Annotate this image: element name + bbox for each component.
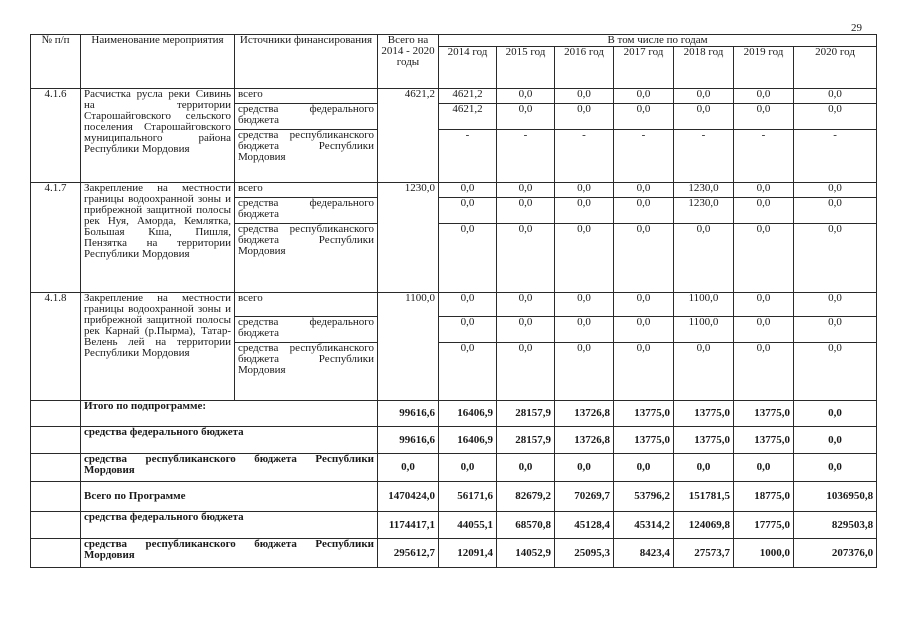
- totals-value: 44055,1: [439, 512, 497, 539]
- cell-value: 0,0: [555, 293, 614, 317]
- totals-value: 82679,2: [497, 482, 555, 512]
- totals-row: [31, 512, 877, 539]
- totals-value: 45128,4: [555, 512, 614, 539]
- source-all: всего: [235, 293, 378, 317]
- source-all: всего: [235, 183, 378, 198]
- totals-value: 13775,0: [614, 427, 674, 454]
- totals-value: 151781,5: [674, 482, 734, 512]
- totals-value: 13775,0: [614, 401, 674, 427]
- totals-total: 1470424,0: [378, 482, 439, 512]
- header-by-years: В том числе по годам: [439, 35, 877, 47]
- totals-row: [31, 539, 877, 568]
- cell-value: 1230,0: [674, 183, 734, 198]
- totals-value: 53796,2: [614, 482, 674, 512]
- totals-label: Всего по Программе: [81, 482, 378, 512]
- totals-value: 56171,6: [439, 482, 497, 512]
- cell-value: 0,0: [614, 343, 674, 401]
- totals-value: 0,0: [794, 401, 877, 427]
- cell-value: 0,0: [497, 104, 555, 130]
- cell-value: 0,0: [497, 317, 555, 343]
- cell-value: 0,0: [734, 317, 794, 343]
- totals-total: 99616,6: [378, 427, 439, 454]
- cell-value: 4621,2: [439, 104, 497, 130]
- totals-label: средства республиканского бюджета Республики Мордовия: [81, 454, 378, 482]
- totals-value: 68570,8: [497, 512, 555, 539]
- totals-value: 17775,0: [734, 512, 794, 539]
- measure-name: Закрепление на местности границы водоохранной зоны и прибрежной защитной полосы рек Нуя, Аморда, Кемлятка, Большая Кша, Пишля, Пензятка на территории Республики Мордовия: [81, 183, 235, 293]
- source-federal: средства федерального бюджета: [235, 317, 378, 343]
- source-republic: средства республиканского бюджета Республики Мордовия: [235, 224, 378, 293]
- totals-value: 0,0: [734, 454, 794, 482]
- totals-value: 0,0: [439, 454, 497, 482]
- cell-value: 1100,0: [674, 317, 734, 343]
- cell-value: -: [794, 130, 877, 183]
- measure-total: 1230,0: [378, 183, 439, 293]
- cell-value: 0,0: [734, 293, 794, 317]
- budget-table: [30, 34, 877, 568]
- source-federal: средства федерального бюджета: [235, 104, 378, 130]
- totals-value: 13775,0: [674, 401, 734, 427]
- cell-value: 0,0: [794, 343, 877, 401]
- totals-value: 124069,8: [674, 512, 734, 539]
- header-year-2014: 2014 год: [439, 47, 497, 89]
- totals-value: 25095,3: [555, 539, 614, 568]
- totals-value: 0,0: [555, 454, 614, 482]
- measure-total: 4621,2: [378, 89, 439, 183]
- cell-value: 0,0: [794, 317, 877, 343]
- cell-value: 1100,0: [674, 293, 734, 317]
- totals-value: 45314,2: [614, 512, 674, 539]
- totals-value: 70269,7: [555, 482, 614, 512]
- totals-value: 207376,0: [794, 539, 877, 568]
- cell-value: -: [674, 130, 734, 183]
- empty-cell: [31, 427, 81, 454]
- measure-num: 4.1.7: [31, 183, 81, 293]
- measure-name: Расчистка русла реки Сивинь на территории Старошайговского сельского поселения Старошайговского муниципального района Республики Мордовия: [81, 89, 235, 183]
- cell-value: 0,0: [734, 89, 794, 104]
- cell-value: 0,0: [794, 224, 877, 293]
- cell-value: 0,0: [614, 183, 674, 198]
- cell-value: 0,0: [614, 198, 674, 224]
- cell-value: 0,0: [555, 183, 614, 198]
- totals-value: 28157,9: [497, 427, 555, 454]
- cell-value: 0,0: [497, 89, 555, 104]
- measure-row-all: [31, 293, 877, 317]
- cell-value: 0,0: [794, 183, 877, 198]
- totals-value: 13775,0: [674, 427, 734, 454]
- totals-total: 99616,6: [378, 401, 439, 427]
- cell-value: 0,0: [497, 224, 555, 293]
- cell-value: 0,0: [555, 343, 614, 401]
- empty-cell: [31, 454, 81, 482]
- source-republic: средства республиканского бюджета Республики Мордовия: [235, 343, 378, 401]
- cell-value: 0,0: [439, 293, 497, 317]
- header-source: Источники финансирования: [235, 35, 378, 89]
- cell-value: 0,0: [497, 343, 555, 401]
- totals-value: 16406,9: [439, 427, 497, 454]
- cell-value: 0,0: [674, 224, 734, 293]
- totals-value: 13775,0: [734, 401, 794, 427]
- cell-value: 0,0: [674, 343, 734, 401]
- totals-label: Итого по подпрограмме:: [81, 401, 378, 427]
- cell-value: 0,0: [439, 183, 497, 198]
- cell-value: 0,0: [439, 198, 497, 224]
- cell-value: 0,0: [794, 198, 877, 224]
- cell-value: 0,0: [614, 293, 674, 317]
- totals-value: 16406,9: [439, 401, 497, 427]
- cell-value: 0,0: [734, 343, 794, 401]
- empty-cell: [31, 401, 81, 427]
- cell-value: 0,0: [614, 317, 674, 343]
- cell-value: 0,0: [614, 224, 674, 293]
- totals-value: 0,0: [794, 454, 877, 482]
- cell-value: 0,0: [734, 224, 794, 293]
- header-year-2016: 2016 год: [555, 47, 614, 89]
- header-year-2015: 2015 год: [497, 47, 555, 89]
- totals-total: 1174417,1: [378, 512, 439, 539]
- cell-value: 0,0: [555, 89, 614, 104]
- cell-value: 0,0: [555, 224, 614, 293]
- cell-value: 0,0: [439, 317, 497, 343]
- cell-value: 0,0: [497, 183, 555, 198]
- header-name: Наименование мероприятия: [81, 35, 235, 89]
- totals-value: 0,0: [614, 454, 674, 482]
- header-year-2020: 2020 год: [794, 47, 877, 89]
- cell-value: 0,0: [734, 104, 794, 130]
- totals-value: 0,0: [674, 454, 734, 482]
- cell-value: 0,0: [794, 104, 877, 130]
- cell-value: 0,0: [555, 317, 614, 343]
- totals-value: 18775,0: [734, 482, 794, 512]
- cell-value: 0,0: [614, 89, 674, 104]
- measure-row-all: [31, 183, 877, 198]
- cell-value: 0,0: [555, 198, 614, 224]
- cell-value: 0,0: [674, 89, 734, 104]
- totals-value: 27573,7: [674, 539, 734, 568]
- totals-row: [31, 401, 877, 427]
- cell-value: -: [497, 130, 555, 183]
- header-total: Всего на 2014 - 2020 годы: [378, 35, 439, 89]
- header-num: № п/п: [31, 35, 81, 89]
- totals-value: 13726,8: [555, 401, 614, 427]
- header-year-2019: 2019 год: [734, 47, 794, 89]
- cell-value: 0,0: [497, 293, 555, 317]
- cell-value: -: [734, 130, 794, 183]
- totals-value: 0,0: [497, 454, 555, 482]
- measure-name: Закрепление на местности границы водоохранной зоны и прибрежной защитной полосы рек Карнай (р.Пырма), Татар-Велень лей на территории Республики Мордовия: [81, 293, 235, 401]
- totals-label: средства федерального бюджета: [81, 427, 378, 454]
- header-year-2017: 2017 год: [614, 47, 674, 89]
- totals-value: 14052,9: [497, 539, 555, 568]
- cell-value: -: [555, 130, 614, 183]
- cell-value: 0,0: [614, 104, 674, 130]
- totals-row: [31, 427, 877, 454]
- cell-value: 4621,2: [439, 89, 497, 104]
- cell-value: -: [439, 130, 497, 183]
- totals-total: 0,0: [378, 454, 439, 482]
- totals-value: 8423,4: [614, 539, 674, 568]
- source-federal: средства федерального бюджета: [235, 198, 378, 224]
- cell-value: 0,0: [439, 224, 497, 293]
- totals-label: средства республиканского бюджета Республики Мордовия: [81, 539, 378, 568]
- cell-value: 1230,0: [674, 198, 734, 224]
- totals-value: 1036950,8: [794, 482, 877, 512]
- totals-label: средства федерального бюджета: [81, 512, 378, 539]
- totals-value: 13726,8: [555, 427, 614, 454]
- cell-value: 0,0: [439, 343, 497, 401]
- header-year-2018: 2018 год: [674, 47, 734, 89]
- cell-value: 0,0: [734, 198, 794, 224]
- empty-cell: [31, 512, 81, 539]
- page-number: 29: [851, 22, 862, 34]
- totals-row: [31, 454, 877, 482]
- measure-total: 1100,0: [378, 293, 439, 401]
- cell-value: 0,0: [734, 183, 794, 198]
- totals-value: 28157,9: [497, 401, 555, 427]
- totals-row: [31, 482, 877, 512]
- totals-value: 829503,8: [794, 512, 877, 539]
- totals-total: 295612,7: [378, 539, 439, 568]
- totals-value: 0,0: [794, 427, 877, 454]
- empty-cell: [31, 539, 81, 568]
- cell-value: 0,0: [497, 198, 555, 224]
- measure-num: 4.1.8: [31, 293, 81, 401]
- cell-value: 0,0: [794, 89, 877, 104]
- measure-row-all: [31, 89, 877, 104]
- cell-value: -: [614, 130, 674, 183]
- cell-value: 0,0: [674, 104, 734, 130]
- measure-num: 4.1.6: [31, 89, 81, 183]
- source-republic: средства республиканского бюджета Республики Мордовия: [235, 130, 378, 183]
- source-all: всего: [235, 89, 378, 104]
- totals-value: 13775,0: [734, 427, 794, 454]
- empty-cell: [31, 482, 81, 512]
- totals-value: 1000,0: [734, 539, 794, 568]
- cell-value: 0,0: [794, 293, 877, 317]
- cell-value: 0,0: [555, 104, 614, 130]
- totals-value: 12091,4: [439, 539, 497, 568]
